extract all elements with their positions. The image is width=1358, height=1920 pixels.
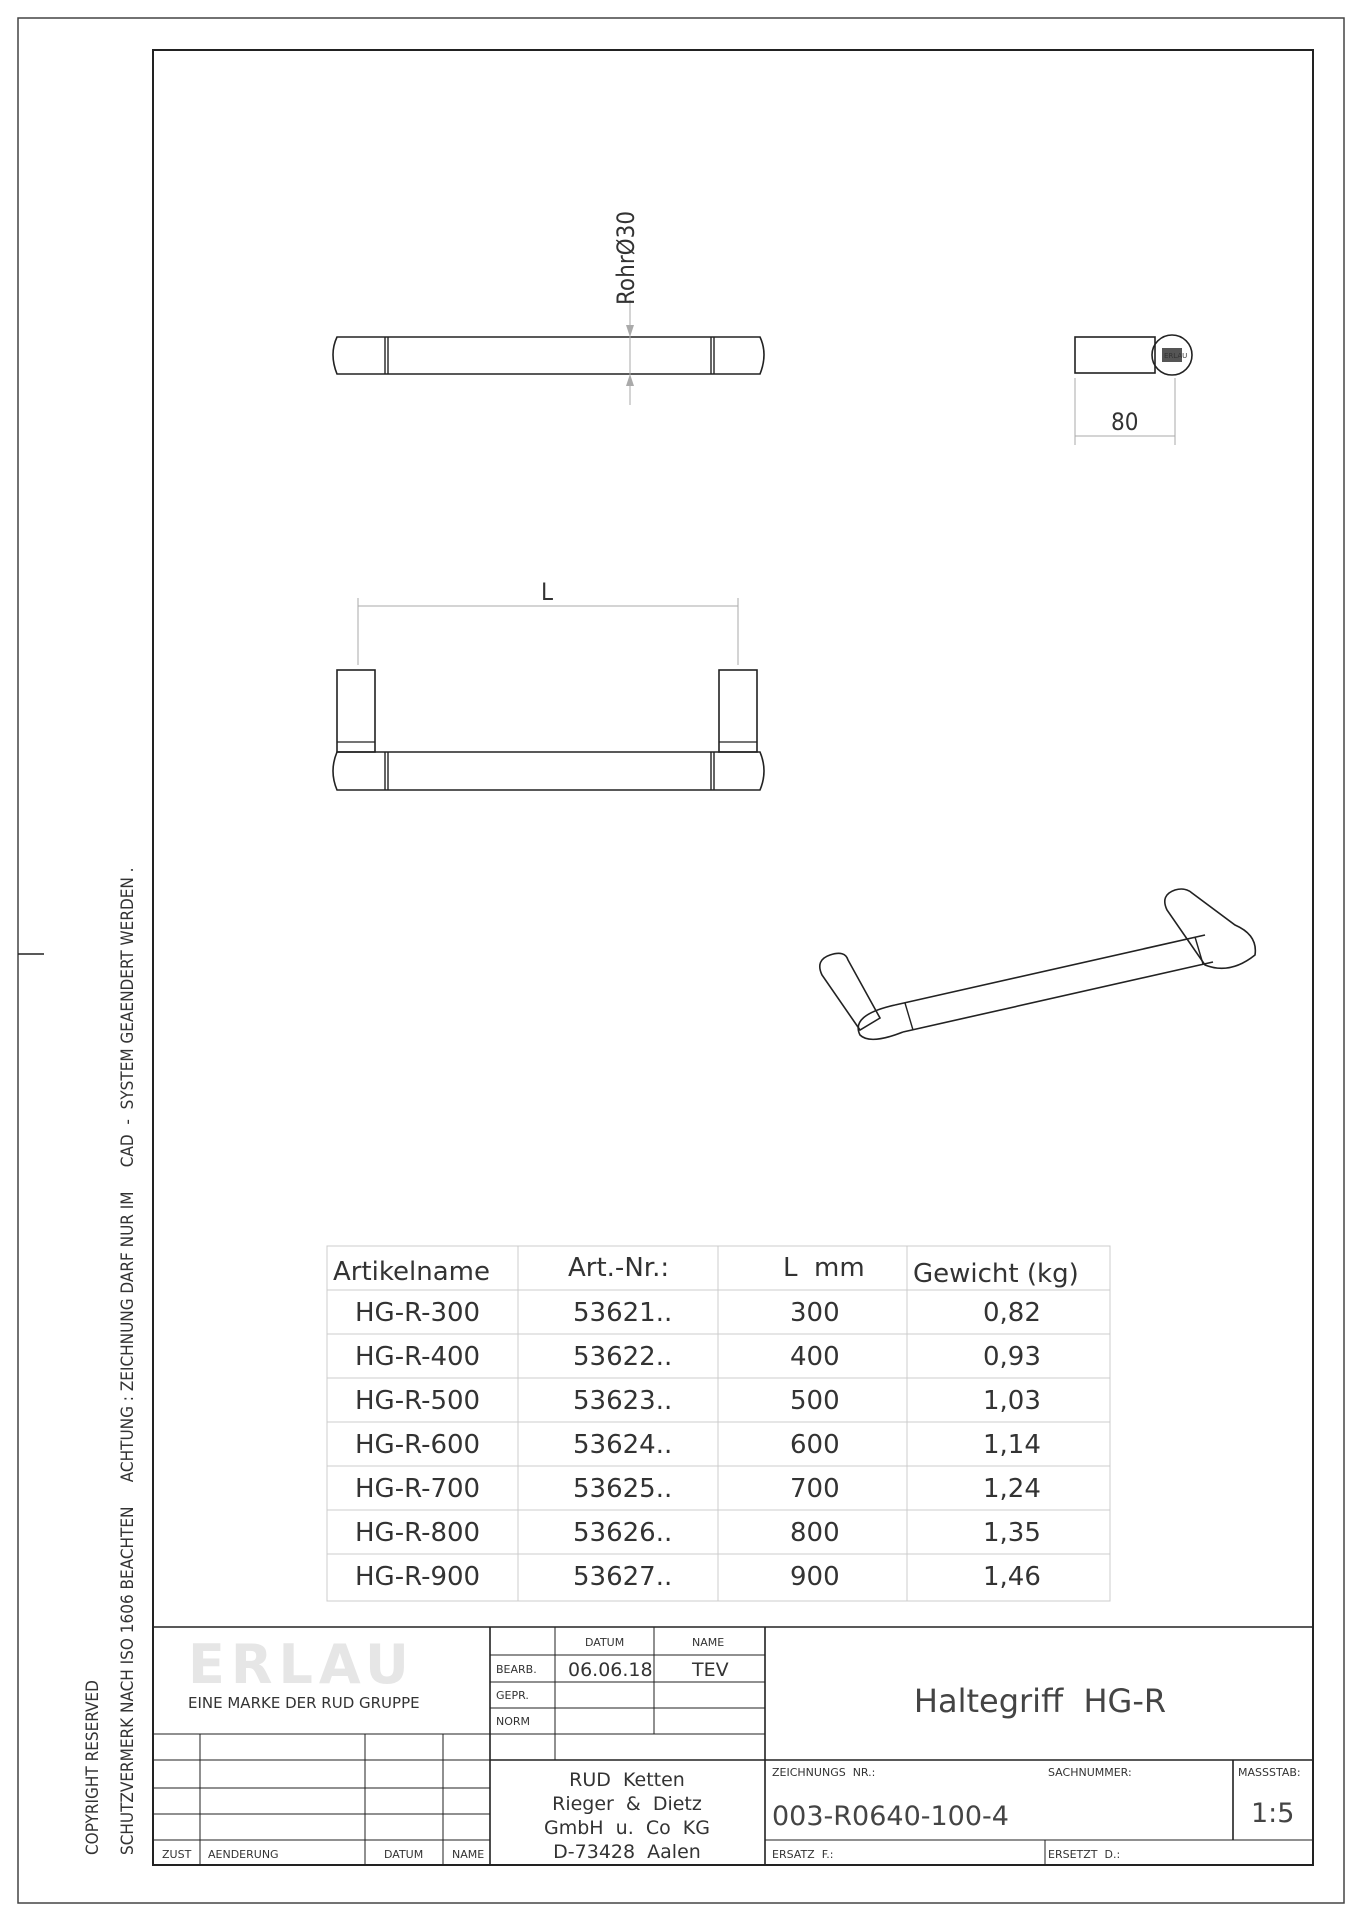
outer-frame [18,18,1344,1903]
row5-gewicht: 1,24 [983,1474,1041,1504]
svg-text:ERLAU: ERLAU [1164,352,1188,360]
row2-artikelname: HG-R-400 [355,1342,481,1372]
row7-art-nr: 53627.. [573,1562,673,1592]
bearb-datum: 06.06.18 [568,1659,653,1681]
row3-art-nr: 53623.. [573,1386,673,1416]
row4-gewicht: 1,14 [983,1430,1041,1460]
col-name-label: NAME [692,1636,725,1649]
brand-subtitle: EINE MARKE DER RUD GRUPPE [188,1694,420,1712]
row1-gewicht: 0,82 [983,1298,1041,1328]
length-dimension-label: L [541,578,554,606]
isometric-view [820,889,1256,1039]
brand-logo: ERLAU [188,1633,415,1696]
protection-note: SCHUTZVERMERK NACH ISO 1606 BEACHTEN ACHTUNG : ZEICHNUNG DARF NUR IM CAD - SYSTEM GEAENDERT WERDEN . [118,867,138,1855]
company-line-1: RUD Ketten [569,1769,685,1791]
row5-art-nr: 53625.. [573,1474,673,1504]
row5-l-mm: 700 [790,1474,840,1504]
row4-l-mm: 600 [790,1430,840,1460]
company-line-2: Rieger & Dietz [552,1793,702,1815]
row1-artikelname: HG-R-300 [355,1298,481,1328]
row4-artikelname: HG-R-600 [355,1430,481,1460]
company-line-4: D-73428 Aalen [553,1841,701,1863]
front-view [333,578,764,790]
row7-artikelname: HG-R-900 [355,1562,481,1592]
row-gepr-label: GEPR. [496,1689,529,1702]
header-art-nr: Art.-Nr.: [568,1253,670,1283]
row1-l-mm: 300 [790,1298,840,1328]
row2-l-mm: 400 [790,1342,840,1372]
row3-artikelname: HG-R-500 [355,1386,481,1416]
row-norm-label: NORM [496,1715,531,1728]
row3-l-mm: 500 [790,1386,840,1416]
col-datum-label: DATUM [585,1636,625,1649]
article-table [327,1246,1110,1601]
row5-artikelname: HG-R-700 [355,1474,481,1504]
header-gewicht: Gewicht (kg) [913,1259,1079,1289]
row6-artikelname: HG-R-800 [355,1518,481,1548]
rev-aenderung-label: AENDERUNG [208,1848,279,1861]
ersetzt-durch-label: ERSETZT D.: [1048,1848,1121,1861]
copyright-note: COPYRIGHT RESERVED [83,1680,103,1855]
row4-art-nr: 53624.. [573,1430,673,1460]
bearb-name: TEV [692,1659,729,1681]
top-view [333,211,764,405]
row2-art-nr: 53622.. [573,1342,673,1372]
row7-l-mm: 900 [790,1562,840,1592]
rev-zust-label: ZUST [162,1848,192,1861]
row6-l-mm: 800 [790,1518,840,1548]
massstab-value: 1:5 [1251,1798,1295,1829]
drawing-title: Haltegriff HG-R [913,1682,1167,1720]
row3-gewicht: 1,03 [983,1386,1041,1416]
depth-dimension-label: 80 [1111,408,1139,436]
row7-gewicht: 1,46 [983,1562,1041,1592]
row-bearb-label: BEARB. [496,1663,537,1676]
rev-datum-label: DATUM [384,1848,424,1861]
header-artikelname: Artikelname [333,1257,490,1287]
side-view [1075,335,1192,445]
row6-art-nr: 53626.. [573,1518,673,1548]
tube-diameter-label: RohrØ30 [612,210,640,305]
massstab-label: MASSSTAB: [1238,1766,1301,1779]
ersatz-fuer-label: ERSATZ F.: [772,1848,834,1861]
zeichnungs-nr-label: ZEICHNUNGS NR.: [772,1766,876,1779]
row1-art-nr: 53621.. [573,1298,673,1328]
row6-gewicht: 1,35 [983,1518,1041,1548]
rev-name-label: NAME [452,1848,485,1861]
header-l-mm: L mm [783,1253,865,1283]
company-line-3: GmbH u. Co KG [544,1817,710,1839]
row2-gewicht: 0,93 [983,1342,1041,1372]
title-block [153,1627,1313,1865]
zeichnungs-nr: 003-R0640-100-4 [772,1801,1009,1832]
sachnummer-label: SACHNUMMER: [1048,1766,1132,1779]
